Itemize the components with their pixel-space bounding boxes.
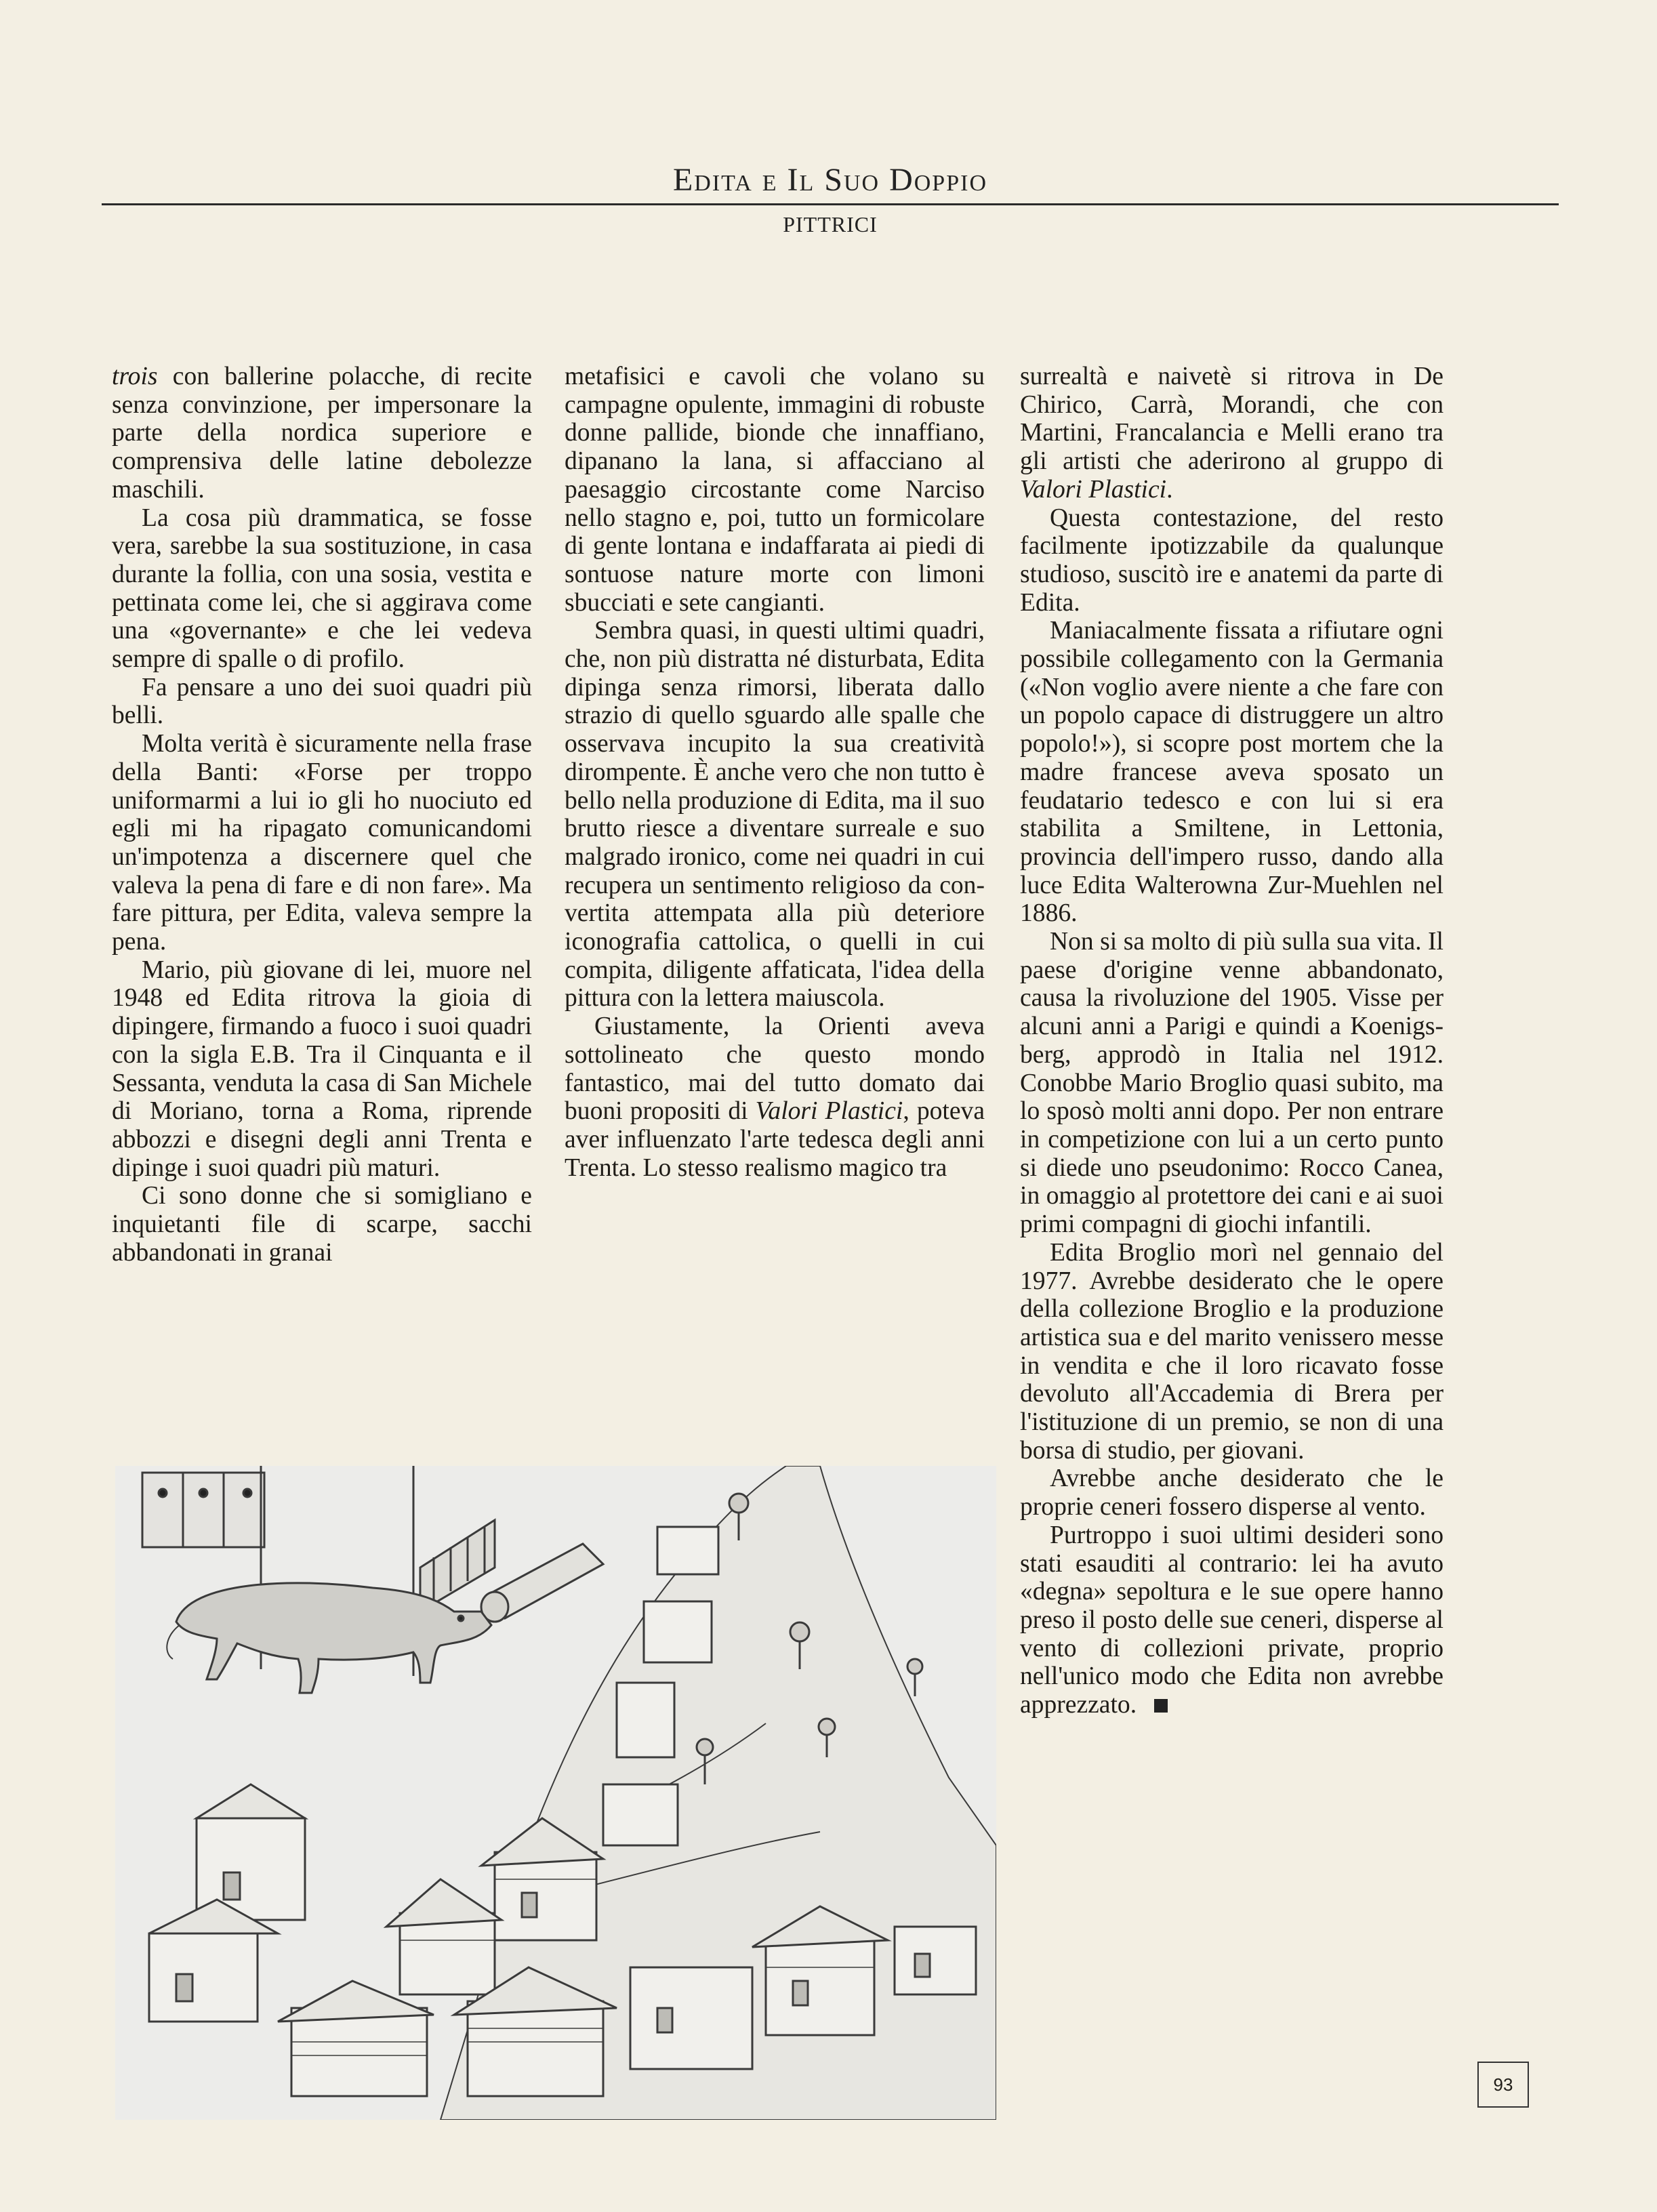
paragraph: Purtroppo i suoi ultimi desideri sono stati esauditi al contrario: lei ha avuto «degna» sepoltura e le sue opere hanno preso il posto delle sue ceneri, disperse al vento di collezioni private, proprio nell'unico modo che Edita non avrebbe apprezzato. [1020,1521,1444,1719]
paragraph: Fa pensare a uno dei suoi quadri più belli. [112,673,532,730]
text-column-2 [565,363,985,1182]
paragraph: trois con ballerine polacche, di recite senza convinzione, per impersonare la parte della nordica superiore e comprensiva delle latine debolezze maschili. [112,363,532,504]
paragraph: Maniacalmente fissata a rifiutare ogni possibile collegamento con la Germania («Non voglio avere niente a che fare con un popolo capace di distruggere un altro popolo!»), si scopre post mortem che la madre francese aveva sposato un feudatario tedesco e con lui si era stabilita a Smiltene, in Lettonia, provincia dell'impero russo, dando alla luce Edita Walterowna Zur-Muehlen nel 1886. [1020,617,1444,928]
text-column-1 [112,363,532,1267]
paragraph: Questa contestazione, del resto facilmente ipotizzabile da qualunque studioso, suscitò ire e anatemi da parte di Edita. [1020,504,1444,617]
paragraph: Mario, più giovane di lei, muore nel 1948 ed Edita ritrova la gioia di dipingere, firmando a fuoco i suoi quadri con la sigla E.B. Tra il Cinquanta e il Sessanta, venduta la casa di San Michele di Moriano, torna a Roma, riprende abbozzi e disegni degli anni Trenta e dipinge i suoi quadri più maturi. [112,956,532,1182]
paragraph: La cosa più drammatica, se fosse vera, sarebbe la sua sostituzione, in casa durante la follia, con una sosia, vestita e pettinata come lei, che si aggirava come una «governante» e che lei vedeva sempre di spalle o di profilo. [112,504,532,674]
paragraph: metafisici e cavoli che volano su campagne opulente, immagini di robuste donne pallide, bionde che innaffiano, dipanano la lana, si affacciano al paesaggio circostante come Narciso nello stagno e, poi, tutto un formicolare di gente lontana e indaffarata ai piedi di sontuose nature morte con limoni sbucciati e sete cangianti. [565,363,985,617]
header-divider [102,203,1559,205]
section-label: PITTRICI [783,212,878,237]
paragraph: Giustamente, la Orienti aveva sottolineato che questo mondo fantastico, mai del tutto domato dai buoni propositi di Valori Plastici, poteva aver influenzato l'arte tedesca degli anni Trenta. Lo stesso realismo magico tra [565,1012,985,1182]
paragraph: Sembra quasi, in questi ultimi quadri, che, non più distratta né disturbata, Edita dipinga senza rimorsi, liberata dallo strazio di quello sguardo alle spalle che osservava incupito la sua creatività dirompente. È anche vero che non tutto è bello nella produzione di Edita, ma il suo brutto riesce a diventare surreale e suo malgrado ironico, come nei quadri in cui recupera un sentimento religioso da convertita attempata alla più deteriore iconografia cattolica, o quelli in cui compita, diligente affaticata, l'idea della pittura con la lettera maiuscola. [565,617,985,1012]
painting-illustration [115,1466,996,2120]
paragraph: surrealtà e naivetè si ritrova in De Chirico, Carrà, Morandi, che con Martini, Francalancia e Melli erano tra gli artisti che aderirono al gruppo di Valori Plastici. [1020,363,1444,504]
page-title: Edita e Il Suo Doppio [672,162,988,198]
text-column-3 [1020,363,1444,1719]
painting-pig-and-hill-village-icon [115,1466,996,2120]
page-number: 93 [1477,2062,1529,2108]
paragraph: Molta verità è sicuramente nella frase della Banti: «Forse per troppo uniformarmi a lui io gli ho nuociuto ed egli mi ha ripagato comunicandomi un'impotenza a discernere quel che valeva la pena di fare e di non fare». Ma fare pittura, per Edita, valeva sempre la pena. [112,730,532,956]
paragraph: Avrebbe anche desiderato che le proprie ceneri fossero disperse al vento. [1020,1465,1444,1521]
paragraph: Non si sa molto di più sulla sua vita. Il paese d'origine venne abbandonato, causa la rivoluzione del 1905. Visse per alcuni anni a Parigi e quindi a Koenigsberg, approdò in Italia nel 1912. Conobbe Mario Broglio quasi subito, ma lo sposò molti anni dopo. Per non entrare in competizione con lui a un certo punto si diede uno pseudonimo: Rocco Canea, in omaggio al protettore dei cani e ai suoi primi compagni di giochi infantili. [1020,928,1444,1239]
paragraph: Edita Broglio morì nel gennaio del 1977. Avrebbe desiderato che le opere della collezione Broglio e la produzione artistica sua e del marito venissero messe in vendita e che il loro ricavato fosse devoluto all'Accademia di Brera per l'istituzione di un premio, se non di una borsa di studio, per giovani. [1020,1238,1444,1465]
paragraph: Ci sono donne che si somigliano e inquietanti file di scarpe, sacchi abbandonati in granai [112,1182,532,1267]
